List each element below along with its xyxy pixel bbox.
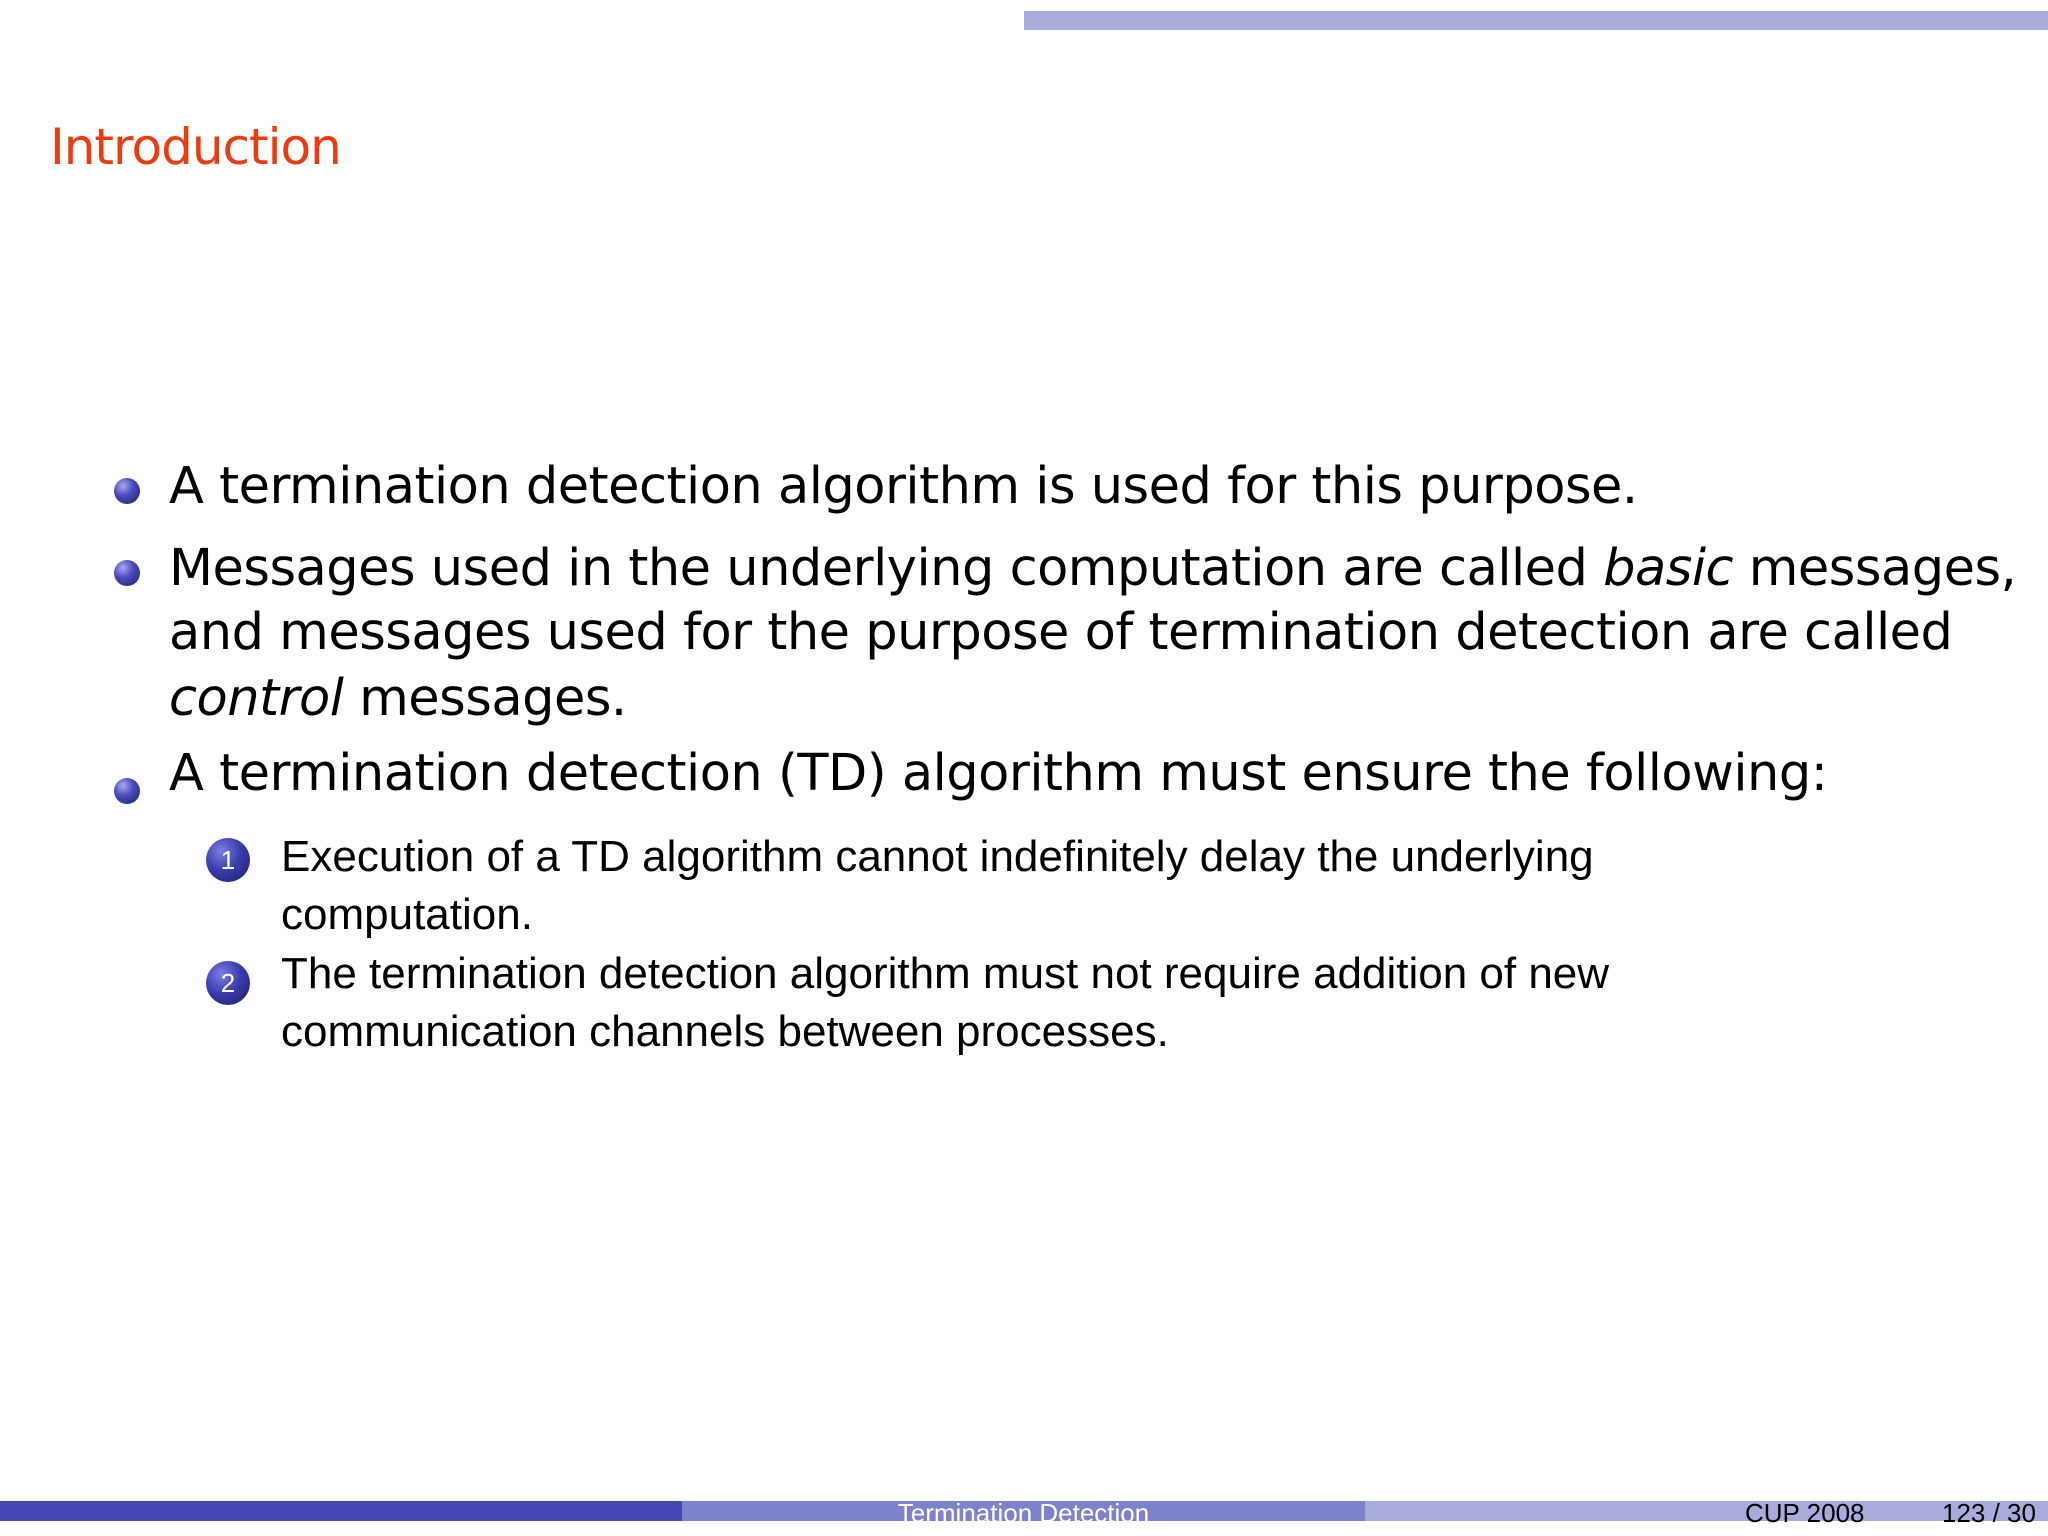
enumerate-text-continuation: computation.	[281, 890, 533, 939]
bullet-text-continuation: and messages used for the purpose of termination detection are called	[169, 603, 1953, 662]
bullet-icon	[114, 560, 140, 586]
page-number: 123 / 30	[1942, 1498, 2036, 1528]
enumerate-text: The termination detection algorithm must not require addition of new	[281, 949, 1610, 998]
footer	[0, 1498, 2048, 1536]
enumerate-text: Execution of a TD algorithm cannot indefinitely delay the underlying	[281, 832, 1594, 881]
enumerate-number-badge: 1	[206, 838, 250, 882]
enumerate-text-continuation: communication channels between processes.	[281, 1007, 1169, 1056]
bullet-icon	[114, 778, 140, 804]
bullet-icon	[114, 478, 140, 504]
footer-date: CUP 2008	[1745, 1498, 1865, 1528]
enumerate-number-badge: 2	[206, 961, 250, 1005]
footer-title: Termination Detection	[897, 1498, 1150, 1528]
bullet-text: A termination detection (TD) algorithm must ensure the following:	[169, 744, 1828, 803]
bullet-text-continuation: control messages.	[169, 669, 627, 728]
frame-title: Introduction	[50, 118, 341, 176]
bullet-text: Messages used in the underlying computation are called basic messages,	[169, 539, 2017, 598]
bullet-text: A termination detection algorithm is used for this purpose.	[169, 457, 1638, 516]
footer-bar-left	[0, 1501, 682, 1521]
header-decoration-bar	[1024, 11, 2048, 30]
